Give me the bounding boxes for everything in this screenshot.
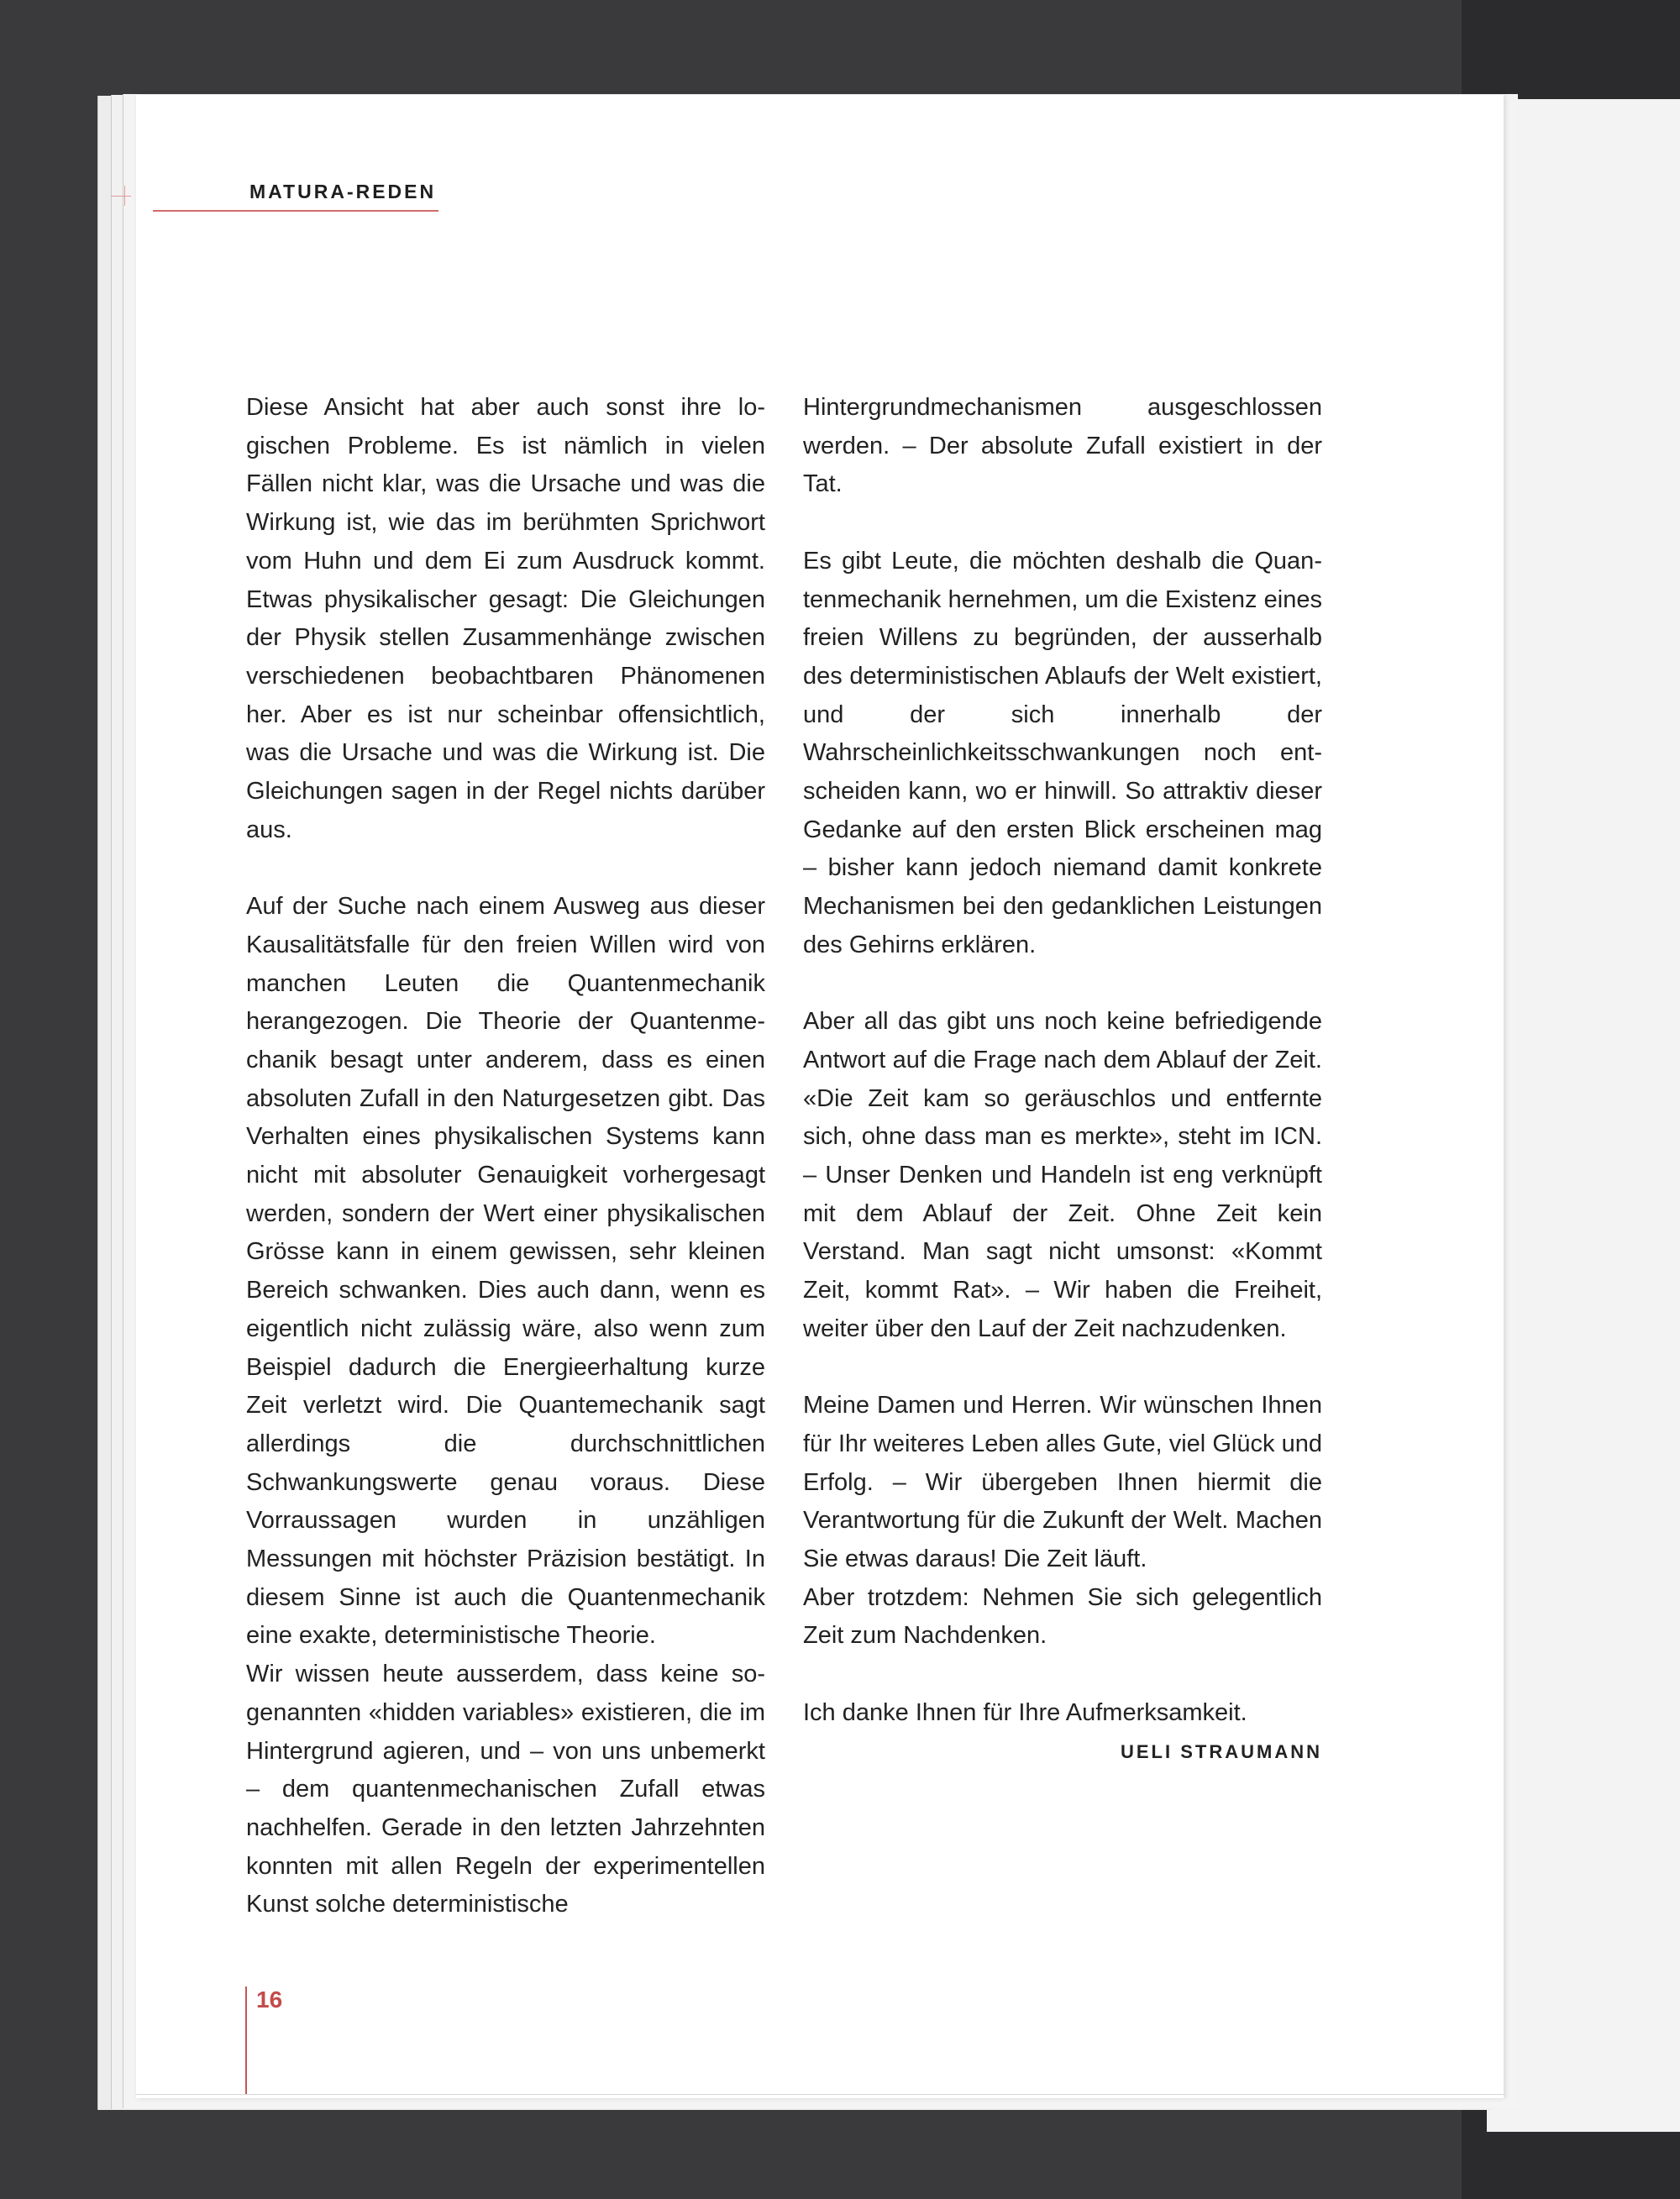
paragraph: Hintergrundmechanismen ausgeschlossen werden. – Der absolute Zufall existiert in der Tat.	[803, 394, 1322, 498]
paragraph: Auf der Suche nach einem Ausweg aus dieser Kausalitätsfalle für den freien Willen wird von manchen Leuten die Quantenmechanik herangezogen. Die Theorie der Quantenmechanik besagt unter anderem, dass es einen absoluten Zufall in den Naturgesetzen gibt. Das Verhalten eines physikalischen Systems kann nicht mit absoluter Genauigkeit vorhergesagt werden, sondern der Wert einer physikalischen Grösse kann in einem gewissen, sehr kleinen Bereich schwanken. Dies auch dann, wenn es eigentlich nicht zulässig wäre, also wenn zum Beispiel dadurch die Energieerhaltung kurze Zeit verletzt wird. Die Quantemechanik sagt allerdings die durchschnittlichen Schwankungswerte genau voraus. Diese Vorraussagen wurden in unzähligen Messungen mit höchster Präzision bestätigt. In diesem Sinne ist auch die Quantenmechanik eine exakte, deterministische Theorie.	[246, 893, 765, 1650]
paragraph: Aber trotzdem: Nehmen Sie sich gelegentlich Zeit zum Nachdenken.	[803, 1583, 1322, 1650]
paragraph: Aber all das gibt uns noch keine befriedigende Antwort auf die Frage nach dem Ablauf der Zeit. «Die Zeit kam so geräuschlos und entfernte sich, ohne dass man es merkte», steht im ICN. – Unser Denken und Handeln ist eng verknüpft mit dem Ablauf der Zeit. Ohne Zeit kein Verstand. Man sagt nicht umsonst: «Kommt Zeit, kommt Rat». – Wir haben die Freiheit, weiter über den Lauf der Zeit nachzudenken.	[803, 1008, 1322, 1342]
crop-mark	[124, 186, 125, 206]
page-bottom-line	[136, 2094, 1504, 2095]
left-column	[246, 389, 765, 1924]
paragraph: Es gibt Leute, die möchten deshalb die Quantenmechanik hernehmen, um die Existenz eines freien Willens zu begründen, der ausserhalb des deterministischen Ablaufs der Welt existiert, und der sich innerhalb der Wahrscheinlichkeitsschwankungen noch entscheiden kann, wo er hinwill. So attraktiv dieser Gedanke auf den ersten Blick erscheinen mag – bisher kann jedoch niemand damit konkrete Mechanismen bei den gedanklichen Leistungen des Gehirns erklären.	[803, 547, 1322, 958]
paragraph: Diese Ansicht hat aber auch sonst ihre logischen Probleme. Es ist nämlich in vielen Fällen nicht klar, was die Ursache und was die Wirkung ist, wie das im berühmten Sprichwort vom Huhn und dem Ei zum Ausdruck kommt. Etwas physikalischer gesagt: Die Gleichungen der Physik stellen Zusammenhänge zwischen verschiedenen beobachtbaren Phänomenen her. Aber es ist nur scheinbar offensichtlich, was die Ursache und was die Wirkung ist. Die Gleichungen sagen in der Regel nichts darüber aus.	[246, 394, 765, 843]
crop-mark	[111, 196, 131, 197]
header-rule	[153, 210, 438, 212]
running-head: MATURA-REDEN	[249, 181, 437, 202]
page-number: 16	[256, 1986, 283, 2013]
paragraph: Wir wissen heute ausserdem, dass keine sogenannten «hidden variables» existieren, die im Hintergrund agieren, und – von uns unbemerkt – dem quantenmechanischen Zufall etwas nachhelfen. Gerade in den letzten Jahrzehnten konnten mit allen Regeln der experimentellen Kunst solche deterministische	[246, 1661, 765, 1918]
folio-rule	[245, 1986, 247, 2094]
book-page	[136, 95, 1504, 2098]
author-signature: UELI STRAUMANN	[1121, 1740, 1322, 1762]
paragraph: Ich danke Ihnen für Ihre Aufmerksamkeit.	[803, 1698, 1247, 1726]
right-column	[803, 389, 1322, 1771]
paragraph: Meine Damen und Herren. Wir wünschen Ihnen für Ihr weiteres Leben alles Gute, viel Glück und Erfolg. – Wir übergeben Ihnen hiermit die Verantwortung für die Zukunft der Welt. Machen Sie etwas daraus! Die Zeit läuft.	[803, 1392, 1322, 1573]
